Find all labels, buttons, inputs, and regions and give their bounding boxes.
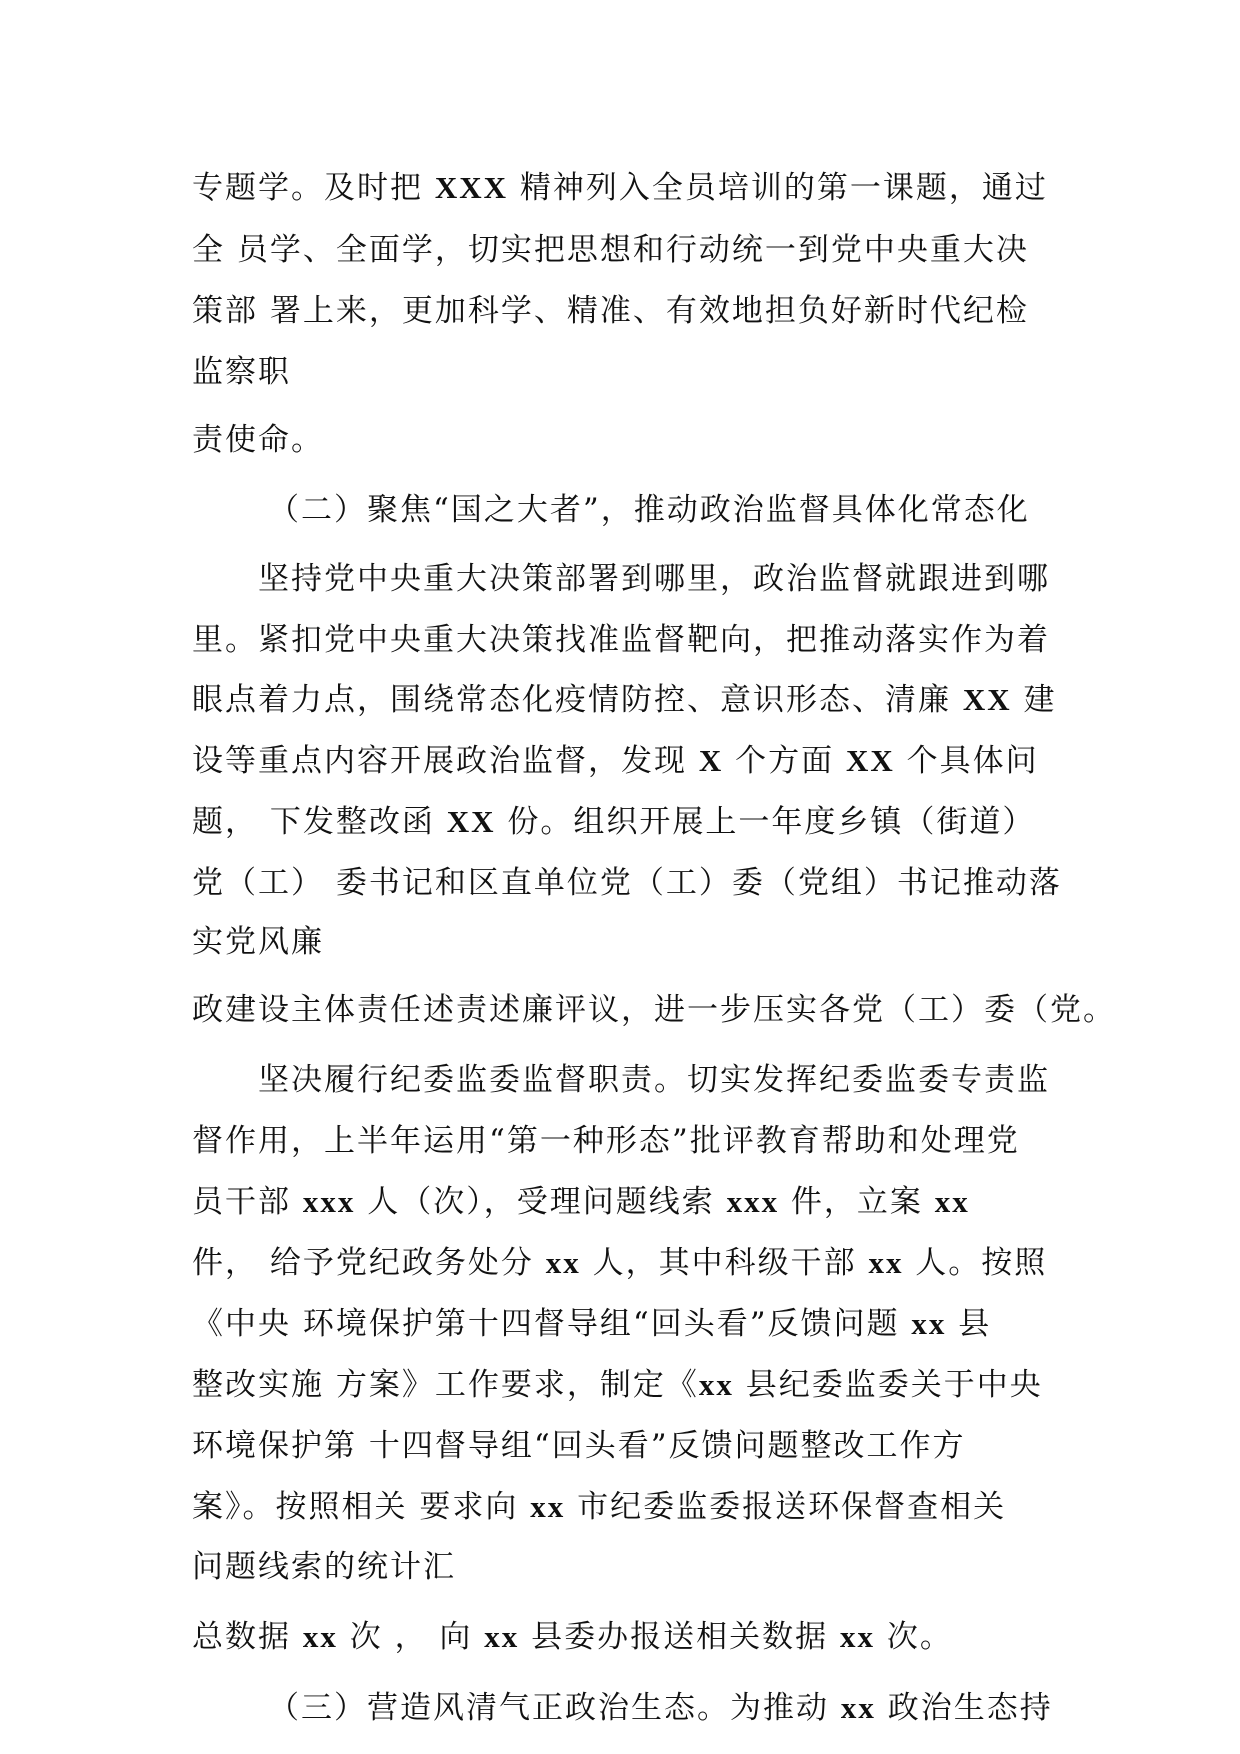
placeholder-value: xx <box>698 1367 734 1402</box>
text-segment: 市纪委监委报送环保督查相关 <box>565 1489 1007 1525</box>
text-segment: 策部 署上来，更加科学、精准、有效地担负好新时代纪检 <box>192 293 1029 329</box>
text-line <box>192 1365 1043 1405</box>
text-segment: 全 员学、全面学，切实把思想和行动统一到党中央重大决 <box>192 232 1029 268</box>
placeholder-value: xxx <box>302 1184 356 1219</box>
text-segment: 份。组织开展上一年度乡镇（街道） <box>495 804 1036 840</box>
placeholder-value: xx <box>545 1245 581 1280</box>
text-segment: 专题学。及时把 <box>192 170 435 206</box>
text-segment: 建 <box>1011 682 1057 718</box>
placeholder-value: xx <box>934 1184 970 1219</box>
text-segment: 党（工） 委书记和区直单位党（工）委（党组）书记推动落 <box>192 865 1062 901</box>
text-line <box>192 1487 1006 1527</box>
text-segment: 政建设主体责任述责述廉评议，进一步压实各党（工）委（党。 <box>192 992 1116 1028</box>
text-line <box>192 1426 966 1466</box>
text-line <box>192 990 1116 1030</box>
text-segment: 坚决履行纪委监委监督职责。切实发挥纪委监委专责监 <box>258 1062 1050 1098</box>
placeholder-value: X <box>698 743 724 778</box>
text-segment: 县 <box>946 1306 992 1342</box>
placeholder-value: xxx <box>726 1184 780 1219</box>
text-segment: 精神列入全员培训的第一课题，通过 <box>508 170 1048 206</box>
text-line <box>192 863 1062 903</box>
text-line <box>192 1547 456 1587</box>
text-segment: 县纪委监委关于中央 <box>733 1367 1043 1403</box>
text-segment: 责使命。 <box>192 422 324 458</box>
placeholder-value: XXX <box>434 170 509 205</box>
placeholder-value: xx <box>530 1489 566 1524</box>
text-segment: 《中央 环境保护第十四督导组“回头看”反馈问题 <box>192 1306 912 1342</box>
text-segment: 次。 <box>875 1619 953 1655</box>
text-segment: （三）营造风清气正政治生态。为推动 <box>268 1690 841 1726</box>
text-segment: 监察职 <box>192 354 291 390</box>
text-line <box>192 680 1057 720</box>
text-line <box>192 291 1029 331</box>
text-segment: 实党风廉 <box>192 924 324 960</box>
placeholder-value: xx <box>484 1619 520 1654</box>
text-line <box>192 230 1029 270</box>
placeholder-value: xx <box>302 1619 338 1654</box>
text-segment: 件， 给予党纪政务处分 <box>192 1245 546 1281</box>
text-line <box>192 420 324 460</box>
text-segment: 件，立案 <box>779 1184 935 1220</box>
section-heading <box>268 490 1030 530</box>
text-segment: 政治生态持 <box>875 1690 1053 1726</box>
text-line <box>192 1243 1047 1283</box>
text-line <box>192 1121 1020 1161</box>
text-line <box>192 168 1048 208</box>
text-segment: （二）聚焦“国之大者”，推动政治监督具体化常态化 <box>268 492 1030 528</box>
text-segment: 案》。按照相关 要求向 <box>192 1489 531 1525</box>
text-segment: 里。紧扣党中央重大决策找准监督靶向，把推动落实作为着 <box>192 622 1050 658</box>
text-segment: 个具体问 <box>894 743 1039 779</box>
text-line <box>192 620 1050 660</box>
text-line <box>192 802 1035 842</box>
text-segment: 问题线索的统计汇 <box>192 1549 456 1585</box>
section-heading <box>268 1688 1053 1728</box>
text-segment: 整改实施 方案》工作要求，制定《 <box>192 1367 699 1403</box>
text-line <box>192 1182 970 1222</box>
text-segment: 坚持党中央重大决策部署到哪里，政治监督就跟进到哪 <box>258 561 1050 597</box>
text-segment: 次 ， 向 <box>337 1619 485 1655</box>
placeholder-value: xx <box>840 1619 875 1654</box>
placeholder-value: xx <box>868 1245 904 1280</box>
text-line <box>192 1304 991 1344</box>
text-line <box>192 741 1039 781</box>
text-segment: 人（次），受理问题线索 <box>355 1184 727 1220</box>
text-line <box>258 1060 1050 1100</box>
placeholder-value: xx <box>840 1690 876 1725</box>
text-segment: 题， 下发整改函 <box>192 804 447 840</box>
text-segment: 个方面 <box>723 743 846 779</box>
text-segment: 眼点着力点，围绕常态化疫情防控、意识形态、清廉 <box>192 682 963 718</box>
text-segment: 员干部 <box>192 1184 303 1220</box>
placeholder-value: XX <box>845 743 895 778</box>
text-segment: 设等重点内容开展政治监督，发现 <box>192 743 699 779</box>
placeholder-value: xx <box>911 1306 947 1341</box>
text-segment: 环境保护第 十四督导组“回头看”反馈问题整改工作方 <box>192 1428 966 1464</box>
placeholder-value: XX <box>446 804 496 839</box>
text-line <box>192 922 324 962</box>
text-segment: 人，其中科级干部 <box>580 1245 869 1281</box>
text-line <box>192 352 291 392</box>
text-segment: 总数据 <box>192 1619 303 1655</box>
text-line <box>258 559 1050 599</box>
text-segment: 督作用，上半年运用“第一种形态”批评教育帮助和处理党 <box>192 1123 1020 1159</box>
text-segment: 人。按照 <box>903 1245 1048 1281</box>
placeholder-value: XX <box>962 682 1012 717</box>
text-segment: 县委办报送相关数据 <box>519 1619 840 1655</box>
text-line <box>192 1617 953 1657</box>
